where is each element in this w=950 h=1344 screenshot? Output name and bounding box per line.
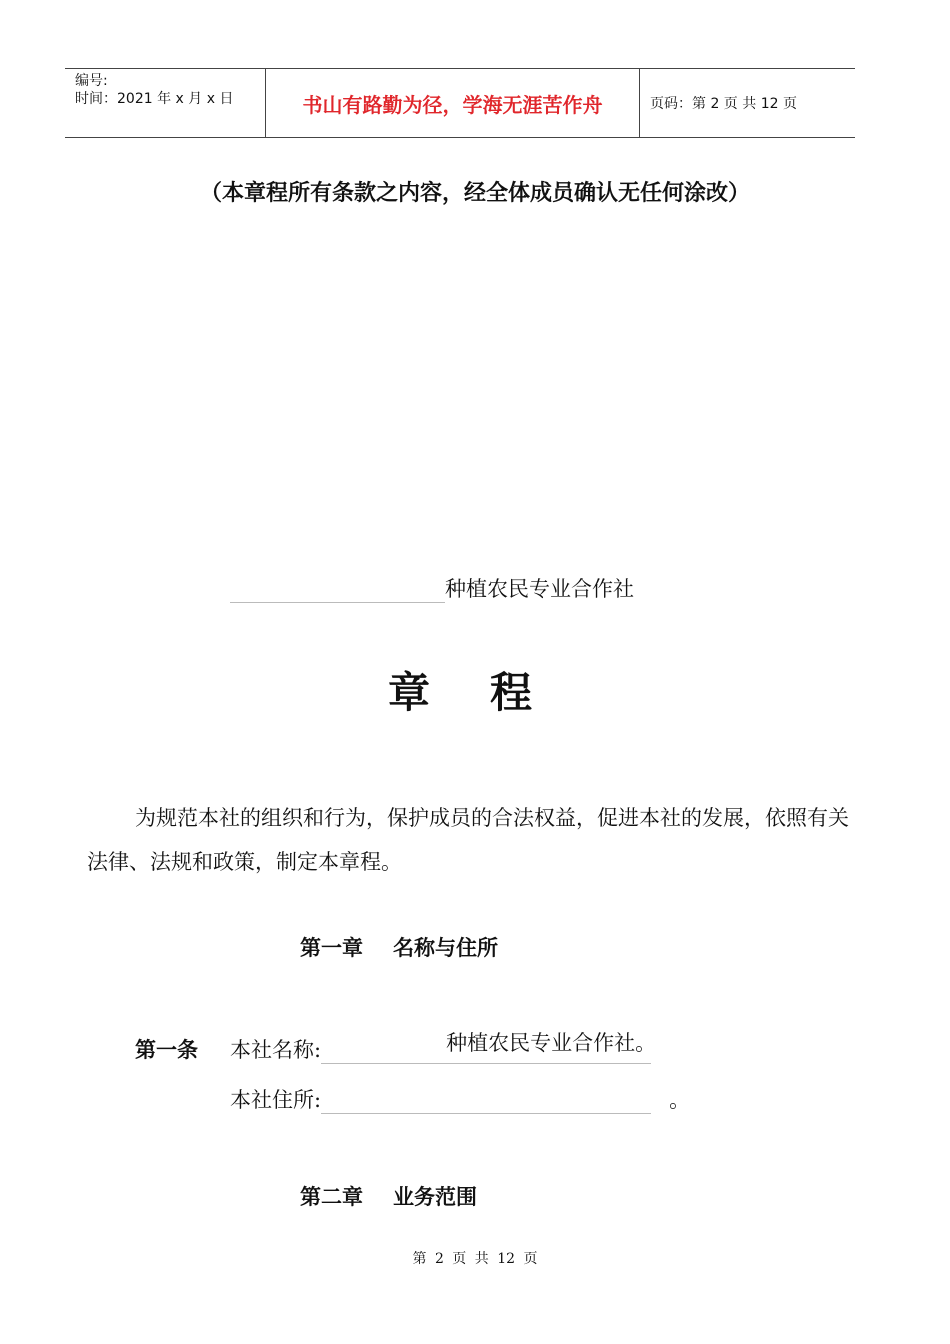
cooperative-name-line — [230, 573, 634, 603]
chapter-name: 名称与住所 — [393, 936, 498, 960]
article-1 — [135, 1030, 657, 1064]
cooperative-name-blank[interactable] — [230, 576, 445, 603]
name-field-label: 本社名称: — [230, 1038, 322, 1062]
article-label: 第一条 — [135, 1038, 198, 1062]
address-end-mark: 。 — [669, 1088, 691, 1112]
cooperative-type-text: 种植农民专业合作社 — [445, 577, 634, 601]
preamble-paragraph: 为规范本社的组织和行为，保护成员的合法权益，促进本社的发展，依照有关法律、法规和政策，制定本章程。 — [87, 806, 849, 874]
header-motto: 书山有路勤为径，学海无涯苦作舟 — [266, 69, 640, 137]
address-field-label: 本社住所: — [230, 1088, 322, 1112]
address-field-blank[interactable] — [321, 1085, 651, 1114]
chapter-heading-2 — [300, 1181, 477, 1211]
header-meta — [65, 69, 266, 137]
no-alteration-notice: （本章程所有条款之内容，经全体成员确认无任何涂改） — [199, 181, 750, 206]
document-time-label: 时间：2021 年 x 月 x 日 — [75, 91, 234, 107]
address-row — [230, 1080, 690, 1114]
page-footer: 第 2 页 共 12 页 — [412, 1251, 538, 1267]
name-field-blank[interactable] — [321, 1023, 657, 1064]
chapter-name: 业务范围 — [393, 1185, 477, 1209]
page-header — [65, 68, 855, 138]
chapter-heading-1 — [300, 932, 498, 962]
header-page-number: 页码：第 2 页 共 12 页 — [650, 96, 797, 112]
chapter-number: 第二章 — [300, 1185, 363, 1209]
document-title: 章程 — [387, 668, 592, 717]
name-field-value: 种植农民专业合作社。 — [446, 1031, 657, 1055]
document-number-label: 编号: — [75, 73, 108, 89]
chapter-number: 第一章 — [300, 936, 363, 960]
